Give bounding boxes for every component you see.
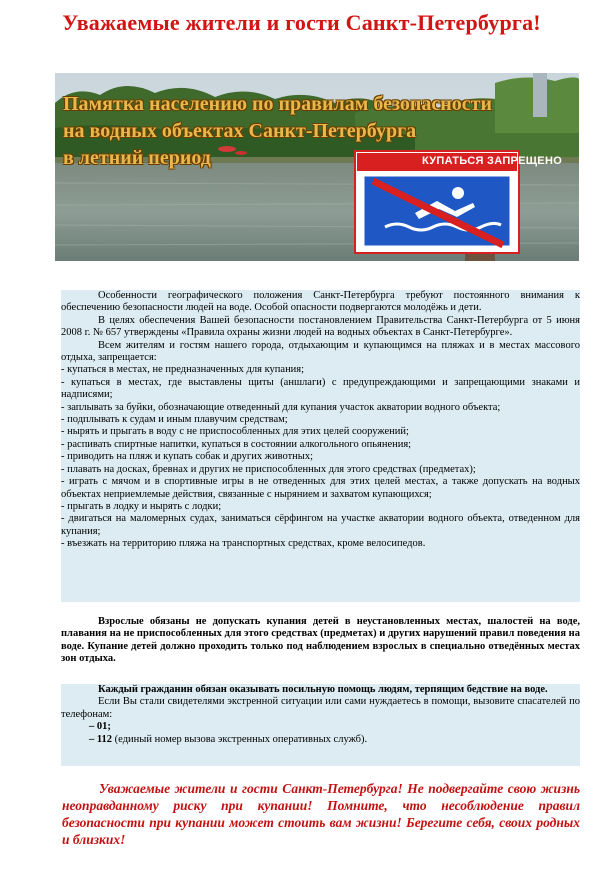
phone-dash: –: [89, 721, 95, 733]
phone-line-01: [61, 721, 580, 733]
intro-paragraph: Особенности географического положения Санкт-Петербурга требуют постоянного внимания к обеспечению безопасности людей на воде. Особой опасности подвергаются молодёжь и дети.: [61, 290, 580, 314]
list-item: - плавать на досках, бревнах и других не приспособленных для этого средствах (предметах);: [61, 463, 476, 475]
list-item: - играть с мячом и в спортивные игры в не отведенных для этих целей местах, а также допускать на водных объектах неприемлемые действия, связанные с нырянием и захватом купающихся;: [61, 476, 580, 500]
phone-dash: –: [89, 733, 95, 745]
help-duty: Каждый гражданин обязан оказывать посильную помощь людям, терпящим бедствие на воде.: [98, 684, 548, 695]
banner-photo: [55, 73, 579, 261]
list-item: - распивать спиртные напитки, купаться в состоянии алкогольного опьянения;: [61, 438, 412, 450]
list-item: - купаться в местах, не предназначенных для купания;: [61, 364, 305, 376]
banner-line: на водных объектах Санкт-Петербурга: [63, 120, 417, 142]
banner-line: Памятка населению по правилам безопасности: [63, 93, 493, 115]
list-item: - приводить на пляж и купать собак и других животных;: [61, 451, 314, 463]
list-item: - купаться в местах, где выставлены щиты (аншлаги) с предупреждающими и запрещающими знаками и надписями;: [61, 376, 580, 401]
page-title: Уважаемые жители и гости Санкт-Петербурга!: [62, 10, 541, 35]
intro-paragraph: В целях обеспечения Вашей безопасности постановлением Правительства Санкт-Петербурга от 5 июня 2008 г. № 657 утверждены «Правила охраны жизни людей на водных объектах в Санкт-Петербурге».: [61, 314, 580, 339]
adults-notice-block: [61, 616, 580, 666]
phone-112-desc: (единый номер вызова экстренных оперативных служб).: [112, 733, 368, 745]
list-item: - подплывать к судам и иным плавучим средствам;: [61, 414, 288, 426]
phone-112: 112: [96, 733, 113, 745]
intro-paragraph: Всем жителям и гостям нашего города, отдыхающим и купающимся на пляжах и в местах массового отдыха, запрещается:: [61, 339, 580, 364]
help-call: Если Вы стали свидетелями экстренной ситуации или сами нуждаетесь в помощи, вызовите спасателей по телефонам:: [61, 696, 580, 720]
list-item: - заплывать за буйки, обозначающие отведенный для купания участок акватории водного объекта;: [61, 401, 501, 413]
help-box: [61, 684, 580, 766]
closing-appeal: Уважаемые жители и гости Санкт-Петербурга! Не подвергайте свою жизнь неоправданному риску при купании! Помните, что несоблюдение правил безопасности при купании может стоить вам жизни! Берегите себя, своих родных и близких!: [62, 781, 580, 847]
phone-01: 01;: [96, 721, 111, 733]
adults-notice: Взрослые обязаны не допускать купания детей в неустановленных местах, шалостей на воде, плавания на не приспособленных для этого средствах (предметах) и других нарушений правил поведения на воде. Купание детей должно проходить только под наблюдением взрослых в специально отведённых местах зон отдыха.: [61, 616, 580, 665]
phone-line-112: [61, 734, 580, 746]
no-swimming-sign-text: КУПАТЬСЯ ЗАПРЕЩЕНО: [421, 155, 563, 167]
list-item: - двигаться на маломерных судах, заниматься сёрфингом на участке акватории водного объекта, отведенном для купания;: [61, 513, 580, 537]
list-item: - въезжать на территорию пляжа на транспортных средствах, кроме велосипедов.: [61, 538, 426, 550]
banner-line: в летний период: [63, 147, 211, 169]
list-item: - нырять и прыгать в воду с не приспособленных для этих целей сооружений;: [61, 426, 409, 438]
list-item: - прыгать в лодку и нырять с лодки;: [61, 500, 222, 512]
rules-box: [61, 290, 580, 602]
